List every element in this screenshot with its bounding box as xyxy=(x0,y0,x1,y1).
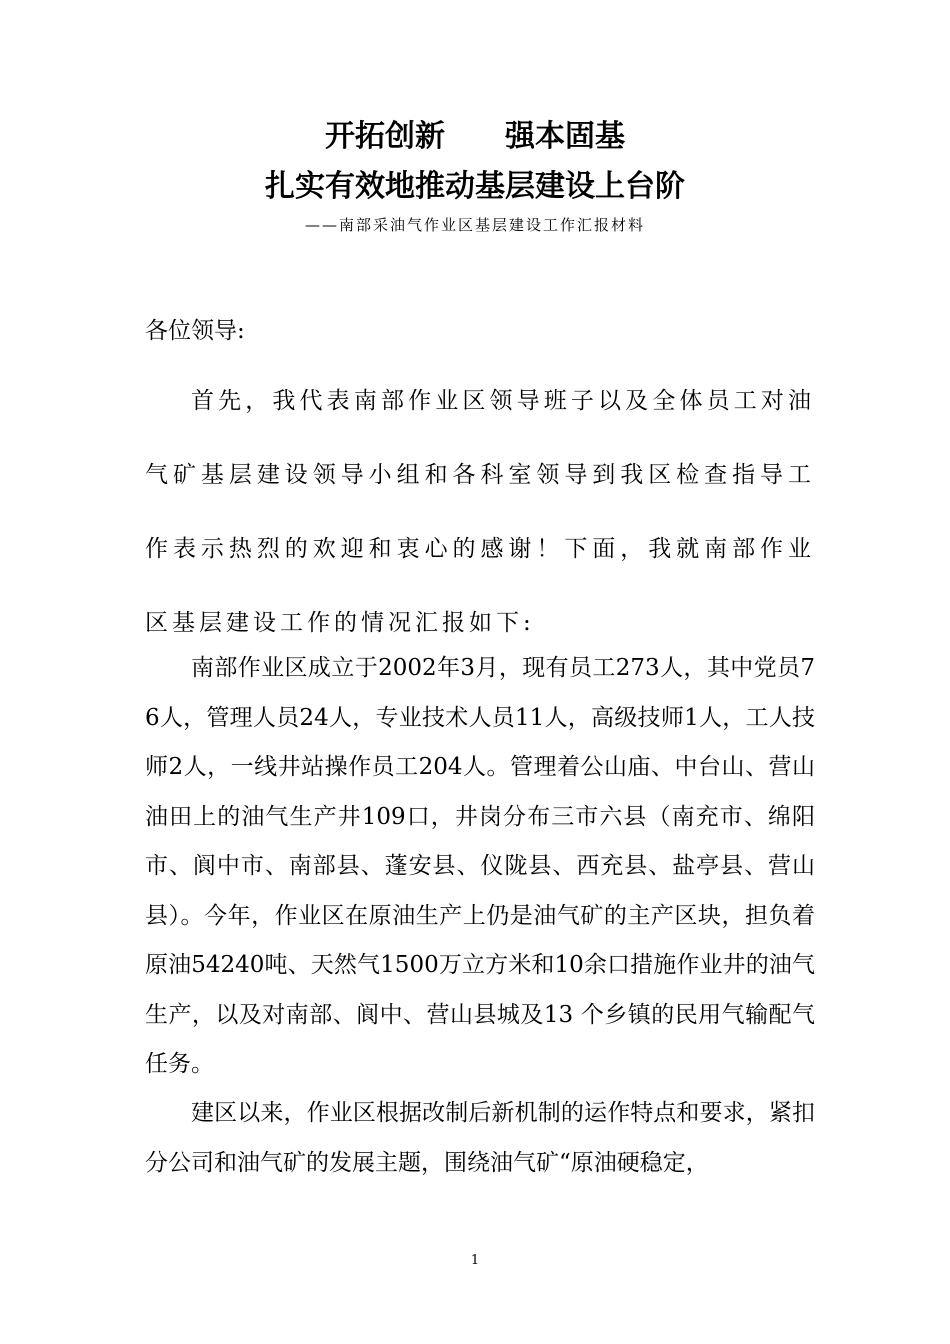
document-title-line-2: 扎实有效地推动基层建设上台阶 xyxy=(265,169,685,204)
salutation: 各位领导: xyxy=(145,318,245,344)
document-title-line-1: 开拓创新 强本固基 xyxy=(325,119,625,154)
document-subtitle: ——南部采油气作业区基层建设工作汇报材料 xyxy=(304,216,645,234)
paragraph-overview: 南部作业区成立于2002年3月，现有员工273人，其中党员76人，管理人员24人，专业技术人员11人，高级技师1人，工人技师2人，一线井站操作员工204人。管理着公山庙、中台山、营山油田上的油气生产井109口，井岗分布三市六县（南充市、绵阳市、阆中市、南部县、蓬安县、仪陇县、西充县、盐亭县、营山县）。今年，作业区在原油生产上仍是油气矿的主产区块，担负着原油54240吨、天然气1500万立方米和10余口措施作业井的油气生产，以及对南部、阆中、营山县城及13 个乡镇的民用气输配气任务。 xyxy=(145,655,815,1077)
page-number: 1 xyxy=(470,1253,480,1268)
paragraph-development: 建区以来，作业区根据改制后新机制的运作特点和要求，紧扣分公司和油气矿的发展主题，围绕油气矿“原油硬稳定， xyxy=(145,1100,815,1176)
paragraph-opening: 首先，我代表南部作业区领导班子以及全体员工对油气矿基层建设领导小组和各科室领导到我区检查指导工作表示热烈的欢迎和衷心的感谢！下面，我就南部作业区基层建设工作的情况汇报如下: xyxy=(145,388,815,636)
